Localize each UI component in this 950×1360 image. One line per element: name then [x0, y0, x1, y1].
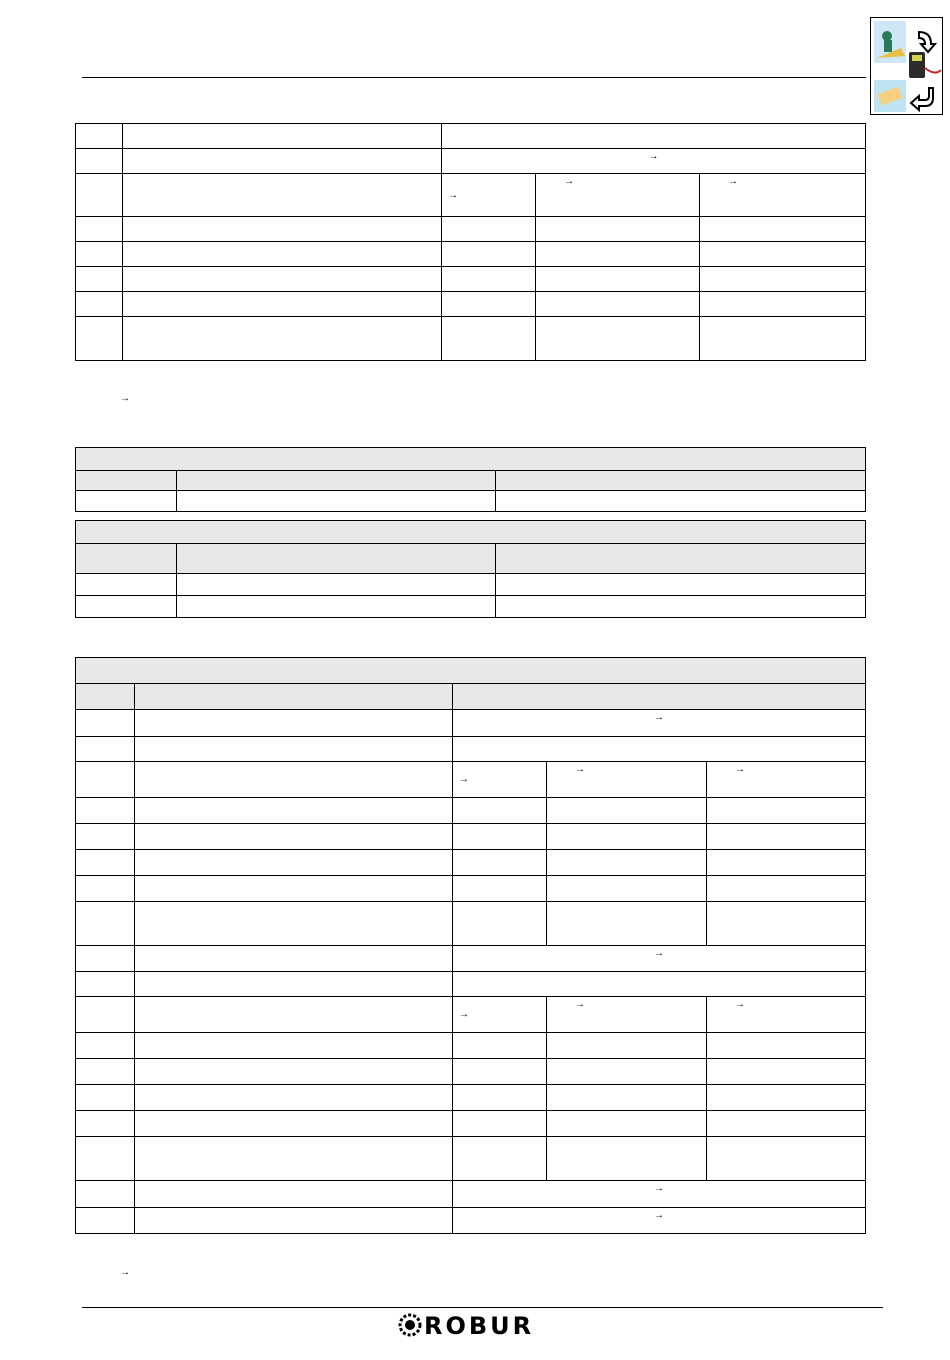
arrow-icon: →: [735, 764, 745, 775]
arrow-icon: →: [564, 176, 574, 187]
arrow-icon: →: [654, 712, 665, 723]
arrow-icon: →: [448, 190, 458, 201]
arrow-icon: →: [575, 999, 585, 1010]
robur-logo: [398, 1312, 548, 1344]
header-rule: [82, 77, 866, 78]
robur-logo-graphic: [398, 1312, 548, 1338]
arrow-icon: →: [575, 764, 585, 775]
arrow-icon: →: [735, 999, 745, 1010]
table-2: [75, 447, 866, 512]
curve-arrow-down-icon: [919, 32, 935, 52]
arrow-icon: →: [459, 774, 469, 785]
note-arrow-2: →: [120, 1267, 130, 1278]
footer-rule: [82, 1307, 883, 1308]
arrow-icon: →: [648, 151, 659, 162]
note-arrow-1: →: [120, 393, 130, 404]
arrow-icon: →: [654, 1210, 665, 1221]
corner-icon-box: [870, 17, 943, 115]
table-4: [75, 657, 866, 1234]
corner-icons-graphic: [871, 18, 944, 116]
arrow-icon: →: [728, 176, 738, 187]
arrow-icon: →: [459, 1009, 469, 1020]
arrow-icon: →: [654, 948, 665, 959]
curve-arrow-return-icon: [911, 88, 933, 110]
table-3: [75, 520, 866, 618]
svg-text:ROBUR: ROBUR: [424, 1312, 535, 1338]
arrow-icon: →: [654, 1183, 665, 1194]
table-1: [75, 123, 866, 361]
